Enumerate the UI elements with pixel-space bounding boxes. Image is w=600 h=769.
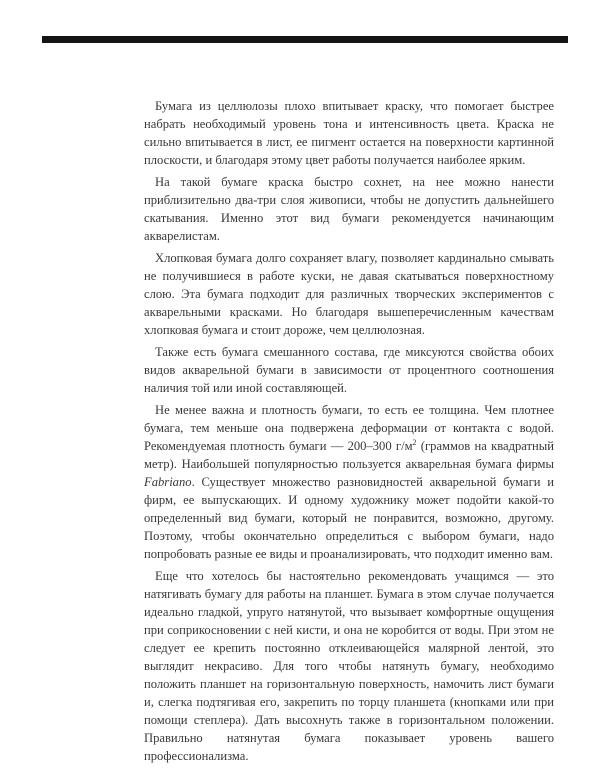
density-text-2: (граммов на квадратный метр). Наибольшей популярностью пользуется акварельная бумага фирмы xyxy=(144,439,554,471)
paragraph-density xyxy=(144,401,554,563)
density-superscript: 2 xyxy=(412,437,417,447)
paragraph-mixed: Также есть бумага смешанного состава, где миксуются свойства обоих видов акварельной бумаги в зависимости от процентного соотношения наличия той или иной составляющей. xyxy=(144,345,554,395)
density-text-3: . Существует множество разновидностей акварельной бумаги и фирм, ее выпускающих. И одному художнику может подойти какой-то определенный вид бумаги, который не понравится, возможно, другому. Поэтому, чтобы окончательно определиться с выбором бумаги, надо попробовать разные ее виды и проанализировать, что подходит именно вам. xyxy=(144,475,554,561)
paragraph-stretching: Еще что хотелось бы настоятельно рекомендовать учащимся — это натягивать бумагу для работы на планшет. Бумага в этом случае получается идеально гладкой, упруго натянутой, что вызывает комфортные ощущения при соприкосновении с ней кисти, и она не коробится от воды. При этом не следует ее крепить постоянно отклеивающейся малярной лентой, это выглядит некрасиво. Для того чтобы натянуть бумагу, необходимо положить планшет на горизонтальную поверхность, намочить лист бумаги и, слегка подтягивая его, закрепить по торцу планшета (кнопками или при помощи степлера). Дать высохнуть также в горизонтальном положении. Правильно натянутая бумага показывает уровень вашего профессионализма. xyxy=(144,569,554,763)
density-text-1: Не менее важна и плотность бумаги, то есть ее толщина. Чем плотнее бумага, тем меньше она подвержена деформации от контакта с водой. Рекомендуемая плотность бумаги — 200–300 г/м xyxy=(144,403,554,453)
paragraph-cellulose: Бумага из целлюлозы плохо впитывает краску, что помогает быстрее набрать необходимый уровень тона и интенсивность цвета. Краска не сильно впитывается в лист, ее пигмент остается на поверхности картинной плоскости, и благодаря этому цвет работы получается наиболее ярким. xyxy=(144,99,554,167)
paragraph-cotton: Хлопковая бумага долго сохраняет влагу, позволяет кардинально смывать не получившиеся в работе куски, не давая скатываться поверхностному слою. Эта бумага подходит для различных творческих экспериментов с акварельными красками. Но благодаря вышеперечисленным качествам хлопковая бумага и стоит дороже, чем целлюлозная. xyxy=(144,251,554,337)
body-text xyxy=(144,97,554,769)
paragraph-drying: На такой бумаге краска быстро сохнет, на нее можно нанести приблизительно два-три слоя живописи, чтобы не допустить дальнейшего скатывания. Именно этот вид бумаги рекомендуется начинающим акварелистам. xyxy=(144,175,554,243)
brand-name: Fabriano xyxy=(144,475,192,489)
top-rule xyxy=(42,36,568,43)
